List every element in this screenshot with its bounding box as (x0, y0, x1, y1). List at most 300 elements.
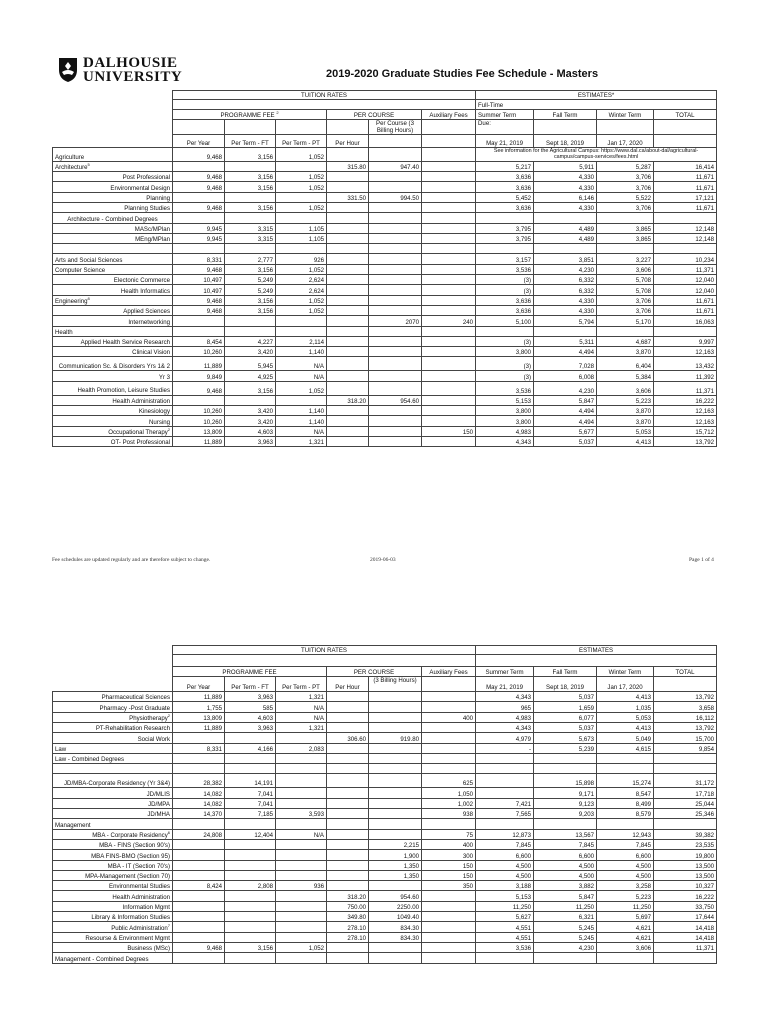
fee-cell (327, 416, 369, 426)
table-row (53, 901, 717, 911)
fee-cell: 9,468 (173, 202, 225, 212)
program-name: Environmental Design (53, 182, 173, 192)
fee-cell (327, 336, 369, 346)
fee-cell (369, 285, 422, 295)
program-name: Agriculture (53, 147, 173, 161)
fee-cell: 5,037 (534, 436, 597, 446)
fee-cell (422, 692, 476, 702)
header-row-3 (53, 109, 717, 119)
fee-cell (654, 953, 717, 963)
program-name: OT- Post Professional (53, 436, 173, 446)
fee-cell: 306.60 (327, 733, 369, 743)
fee-cell: 2,777 (225, 254, 276, 264)
fee-cell (276, 774, 327, 788)
fee-cell: 8,547 (597, 788, 654, 798)
fee-cell: 4,489 (534, 233, 597, 243)
fee-cell (654, 326, 717, 336)
fee-cell: 1,350 (369, 870, 422, 880)
table-row (53, 891, 717, 901)
fee-cell: 5,053 (597, 426, 654, 436)
fee-cell (369, 416, 422, 426)
fee-cell: 240 (422, 316, 476, 326)
fee-cell (327, 829, 369, 839)
fee-cell (654, 213, 717, 223)
fee-cell (422, 254, 476, 264)
fee-cell: 4,500 (597, 860, 654, 870)
fee-cell (327, 809, 369, 819)
fee-cell: 3,870 (597, 347, 654, 357)
dalhousie-logo (58, 55, 188, 89)
fee-cell: 331.50 (327, 192, 369, 202)
per-hour-header: Per Hour (327, 677, 369, 692)
fee-cell (422, 436, 476, 446)
fee-cell: 28,382 (173, 774, 225, 788)
fee-cell: 1,050 (422, 788, 476, 798)
header-row-1 (53, 91, 717, 100)
fee-cell: 400 (422, 839, 476, 849)
table-row (53, 860, 717, 870)
fee-cell (327, 753, 369, 763)
fee-cell (422, 336, 476, 346)
fee-cell (276, 839, 327, 849)
fee-cell (369, 182, 422, 192)
estimates-header: ESTIMATES* (476, 91, 717, 100)
fee-cell: 13,567 (534, 829, 597, 839)
fee-cell (276, 798, 327, 808)
fee-cell: 4,500 (534, 860, 597, 870)
fee-cell: 3,795 (476, 223, 534, 233)
fee-cell (327, 233, 369, 243)
fee-cell (654, 819, 717, 829)
program-name: MPA-Management (Section 70) (53, 870, 173, 880)
fee-cell: 3,963 (225, 436, 276, 446)
fee-cell: 4,983 (476, 712, 534, 722)
fee-cell (327, 371, 369, 381)
fee-cell (422, 395, 476, 405)
fee-cell (327, 953, 369, 963)
fee-cell: (3) (476, 371, 534, 381)
fee-cell: 3,593 (276, 809, 327, 819)
fee-cell: 9,468 (173, 147, 225, 161)
fee-cell: 5,452 (476, 192, 534, 202)
fee-cell: 834.30 (369, 922, 422, 932)
fee-cell: 10,327 (654, 881, 717, 891)
fee-cell: 16,414 (654, 161, 717, 171)
fee-cell: 39,382 (654, 829, 717, 839)
fee-cell (225, 860, 276, 870)
fee-cell (369, 202, 422, 212)
fee-cell: 9,945 (173, 233, 225, 243)
fee-cell: 926 (276, 254, 327, 264)
fee-cell: 4,621 (597, 932, 654, 942)
table-row (53, 788, 717, 798)
program-name: Health Administration (53, 891, 173, 901)
fee-cell: 2,808 (225, 881, 276, 891)
per-year-header: Per Year (173, 677, 225, 692)
table-row (53, 233, 717, 243)
fee-cell (369, 798, 422, 808)
fee-cell (327, 244, 369, 254)
fee-cell: 15,898 (534, 774, 597, 788)
program-name: Pharmaceutical Sciences (53, 692, 173, 702)
fee-cell (369, 147, 422, 161)
fee-cell: 4,413 (597, 722, 654, 732)
fee-cell (369, 347, 422, 357)
logo-line-1: DALHOUSIE (83, 55, 178, 71)
table-row (53, 147, 717, 161)
fee-cell: 14,082 (173, 788, 225, 798)
fee-cell (173, 953, 225, 963)
table-row (53, 172, 717, 182)
fee-cell: 13,809 (173, 426, 225, 436)
program-name: Business (MSc) (53, 942, 173, 952)
fee-cell (369, 406, 422, 416)
fee-cell: N/A (276, 357, 327, 371)
fee-cell: 300 (422, 850, 476, 860)
fee-cell: 1,350 (369, 860, 422, 870)
fee-cell (422, 406, 476, 416)
fee-cell: 3,865 (597, 223, 654, 233)
fee-cell: 4,494 (534, 406, 597, 416)
fee-cell: 10,260 (173, 406, 225, 416)
fee-cell: 11,889 (173, 722, 225, 732)
program-name: Nursing (53, 416, 173, 426)
fee-cell: 5,223 (597, 891, 654, 901)
fee-cell (369, 381, 422, 395)
fee-cell (422, 891, 476, 901)
fee-cell (422, 922, 476, 932)
fee-cell: 3,963 (225, 692, 276, 702)
table-row (53, 192, 717, 202)
fee-cell: 3,606 (597, 264, 654, 274)
table-row (53, 753, 717, 763)
total-header: TOTAL (654, 667, 717, 677)
fee-cell: 3,420 (225, 347, 276, 357)
fee-cell (276, 819, 327, 829)
fee-cell: 4,500 (597, 870, 654, 880)
fee-table-page-2 (52, 645, 717, 964)
fee-cell: 15,274 (597, 774, 654, 788)
fee-cell: 2,215 (369, 839, 422, 849)
fee-cell: 7,845 (597, 839, 654, 849)
fee-cell (173, 912, 225, 922)
fee-cell: 5,053 (597, 712, 654, 722)
header-row-5 (53, 135, 717, 148)
fee-cell: 9,203 (534, 809, 597, 819)
fee-cell (225, 326, 276, 336)
fee-cell: 24,808 (173, 829, 225, 839)
fee-cell: 3,636 (476, 182, 534, 192)
fee-cell: 10,497 (173, 285, 225, 295)
fee-cell: 954.60 (369, 395, 422, 405)
fee-cell (327, 870, 369, 880)
fee-cell (369, 295, 422, 305)
fee-cell: 13,792 (654, 436, 717, 446)
fee-cell (476, 244, 534, 254)
fee-cell: 3,258 (597, 881, 654, 891)
auxiliary-fees-header: Auxiliary Fees (422, 109, 476, 119)
fee-cell (173, 213, 225, 223)
table-row (53, 371, 717, 381)
table-row (53, 819, 717, 829)
fee-cell (173, 819, 225, 829)
fee-cell (327, 275, 369, 285)
fee-cell: 5,384 (597, 371, 654, 381)
fee-cell: (3) (476, 285, 534, 295)
fee-cell (327, 436, 369, 446)
fee-cell: 11,371 (654, 264, 717, 274)
fee-cell: 5,153 (476, 891, 534, 901)
fee-cell: 3,865 (597, 233, 654, 243)
fee-cell (422, 233, 476, 243)
fee-cell: 9,468 (173, 942, 225, 952)
fee-cell: 9,468 (173, 264, 225, 274)
fee-cell: 349.80 (327, 912, 369, 922)
fee-cell: 4,494 (534, 347, 597, 357)
fee-cell (173, 192, 225, 202)
fee-cell: 954.60 (369, 891, 422, 901)
fee-table-page-1 (52, 90, 717, 447)
fee-cell: 8,331 (173, 254, 225, 264)
table-row (53, 295, 717, 305)
fee-cell: 19,800 (654, 850, 717, 860)
fee-cell: N/A (276, 371, 327, 381)
fee-cell: 625 (422, 774, 476, 788)
fee-cell: 315.80 (327, 161, 369, 171)
fee-cell: 3,636 (476, 295, 534, 305)
fee-cell (369, 819, 422, 829)
fee-cell: 3,706 (597, 305, 654, 315)
fee-cell: 1,052 (276, 172, 327, 182)
fee-cell (276, 213, 327, 223)
fee-cell: N/A (276, 426, 327, 436)
fee-cell (276, 953, 327, 963)
fee-cell (369, 809, 422, 819)
fee-cell: 3,963 (225, 722, 276, 732)
fee-cell: 3,157 (476, 254, 534, 264)
fee-cell (369, 264, 422, 274)
fee-cell: 11,250 (534, 901, 597, 911)
table-row (53, 182, 717, 192)
fee-cell (225, 839, 276, 849)
fee-cell: 11,250 (597, 901, 654, 911)
fee-cell (276, 870, 327, 880)
program-name: Physiotherapy$^2$ (53, 712, 173, 722)
fee-cell: 3,536 (476, 942, 534, 952)
fee-cell: 4,979 (476, 733, 534, 743)
table-row (53, 932, 717, 942)
fee-cell: 3,606 (597, 942, 654, 952)
fee-cell: 9,854 (654, 743, 717, 753)
program-name: Internetworking (53, 316, 173, 326)
fee-cell: 4,413 (597, 436, 654, 446)
fee-cell: 12,163 (654, 347, 717, 357)
fee-cell: N/A (276, 702, 327, 712)
table-row (53, 223, 717, 233)
table-row (53, 264, 717, 274)
fee-cell: 150 (422, 426, 476, 436)
fee-cell (225, 932, 276, 942)
fee-cell (422, 819, 476, 829)
programme-fee-header: PROGRAMME FEE $^2$ (173, 109, 327, 119)
table-row (53, 254, 717, 264)
fee-cell: 1,140 (276, 416, 327, 426)
fee-cell: 5,673 (534, 733, 597, 743)
fee-cell (369, 953, 422, 963)
fee-cell: (3) (476, 336, 534, 346)
fee-cell: 1,052 (276, 182, 327, 192)
fee-cell (327, 942, 369, 952)
fee-cell: 5,245 (534, 932, 597, 942)
fee-cell: 3,706 (597, 202, 654, 212)
fee-cell: 936 (276, 881, 327, 891)
fee-cell (327, 702, 369, 712)
per-term-pt-header: Per Term - PT (276, 135, 327, 148)
fee-cell: 12,040 (654, 275, 717, 285)
program-name: JD/MPA (53, 798, 173, 808)
fee-cell: 4,343 (476, 722, 534, 732)
table-row (53, 809, 717, 819)
program-name: Architecture - Combined Degrees (53, 213, 173, 223)
table-row (53, 912, 717, 922)
fee-cell (654, 244, 717, 254)
fee-cell: 5,794 (534, 316, 597, 326)
per-course-header: PER COURSE (327, 667, 422, 677)
fee-cell: 3,706 (597, 182, 654, 192)
footer-date: 2019-06-03 (370, 557, 396, 563)
fee-cell (173, 839, 225, 849)
table-row (53, 839, 717, 849)
fee-cell: 5,311 (534, 336, 597, 346)
fee-cell (422, 381, 476, 395)
fee-cell: 4,500 (534, 870, 597, 880)
winter-term-header: Winter Term (597, 667, 654, 677)
table-row (53, 202, 717, 212)
fee-cell: 2070 (369, 316, 422, 326)
fee-cell: 3,156 (225, 202, 276, 212)
fee-cell: 5,708 (597, 285, 654, 295)
fee-cell (173, 316, 225, 326)
fee-cell: 13,500 (654, 870, 717, 880)
fee-cell: 5,708 (597, 275, 654, 285)
fee-cell (369, 254, 422, 264)
fee-cell (327, 774, 369, 788)
document-title: 2019-2020 Graduate Studies Fee Schedule - Masters (326, 68, 599, 80)
fee-cell: 3,800 (476, 406, 534, 416)
fee-cell: 11,392 (654, 371, 717, 381)
table-row (53, 743, 717, 753)
program-name: PT-Rehabilitation Research (53, 722, 173, 732)
fee-cell (225, 870, 276, 880)
program-name: JD/MBA-Corporate Residency (Yr 3&4) (53, 774, 173, 788)
fee-cell: 3,800 (476, 347, 534, 357)
fee-cell: 3,800 (476, 416, 534, 426)
fee-cell (327, 357, 369, 371)
summer-date: May 21, 2019 (476, 677, 534, 692)
fee-cell: - (476, 743, 534, 753)
fee-cell (422, 942, 476, 952)
fee-cell (276, 161, 327, 171)
fall-term-header: Fall Term (534, 109, 597, 119)
fee-cell: 5,170 (597, 316, 654, 326)
table-row (53, 305, 717, 315)
winter-term-header: Winter Term (597, 109, 654, 119)
fee-cell (225, 850, 276, 860)
fee-cell: 4,330 (534, 295, 597, 305)
fee-cell (597, 213, 654, 223)
fee-cell: 1,321 (276, 722, 327, 732)
fee-cell: 9,468 (173, 172, 225, 182)
program-name (53, 764, 173, 774)
fee-cell: 834.30 (369, 932, 422, 942)
table-row (53, 702, 717, 712)
fee-cell: 5,677 (534, 426, 597, 436)
fee-cell: 4,230 (534, 264, 597, 274)
fee-cell (327, 798, 369, 808)
fee-cell (276, 912, 327, 922)
fee-cell: 3,851 (534, 254, 597, 264)
fee-cell (369, 881, 422, 891)
program-name: Health (53, 326, 173, 336)
table-row (53, 381, 717, 395)
fee-cell (422, 161, 476, 171)
fee-cell (369, 244, 422, 254)
fee-cell: 11,671 (654, 202, 717, 212)
table-row (53, 275, 717, 285)
fee-cell (369, 326, 422, 336)
fee-cell: 5,037 (534, 692, 597, 702)
fee-cell (422, 244, 476, 254)
program-name: MBA - Corporate Residency$^6$ (53, 829, 173, 839)
table-row (53, 336, 717, 346)
program-name: MASc/MPlan (53, 223, 173, 233)
fee-cell (597, 953, 654, 963)
winter-date: Jan 17, 2020 (597, 135, 654, 148)
agricultural-campus-info: See information for the Agricultural Campus: https://www.dal.ca/about-dal/agricultural-campus/campus-services/fees.html (476, 147, 717, 161)
fee-cell: 3,636 (476, 172, 534, 182)
fee-cell (173, 932, 225, 942)
fee-cell (173, 850, 225, 860)
fee-cell (327, 743, 369, 753)
fee-cell: 9,468 (173, 305, 225, 315)
fee-cell: 16,222 (654, 891, 717, 901)
table-row (53, 357, 717, 371)
program-name: Architecture$^5$ (53, 161, 173, 171)
fee-cell: 17,644 (654, 912, 717, 922)
fee-cell: 4,230 (534, 381, 597, 395)
fee-cell: 4,330 (534, 305, 597, 315)
fee-cell: 3,636 (476, 305, 534, 315)
program-name: Health Administration (53, 395, 173, 405)
program-name: Arts and Social Sciences (53, 254, 173, 264)
fee-cell (597, 753, 654, 763)
fall-term-header: Fall Term (534, 667, 597, 677)
estimates-header: ESTIMATES (476, 646, 717, 655)
program-name: Health Promotion, Leisure Studies (53, 381, 173, 395)
fee-cell: 1,052 (276, 264, 327, 274)
fee-cell: 7,041 (225, 788, 276, 798)
fee-cell: 6,600 (534, 850, 597, 860)
fee-cell: 4,227 (225, 336, 276, 346)
fee-cell (422, 275, 476, 285)
fee-cell (327, 172, 369, 182)
table-row (53, 953, 717, 963)
fee-cell: 11,371 (654, 942, 717, 952)
fee-cell (225, 733, 276, 743)
header-row-2 (53, 99, 717, 109)
fee-cell: N/A (276, 829, 327, 839)
fee-cell: 4,603 (225, 426, 276, 436)
